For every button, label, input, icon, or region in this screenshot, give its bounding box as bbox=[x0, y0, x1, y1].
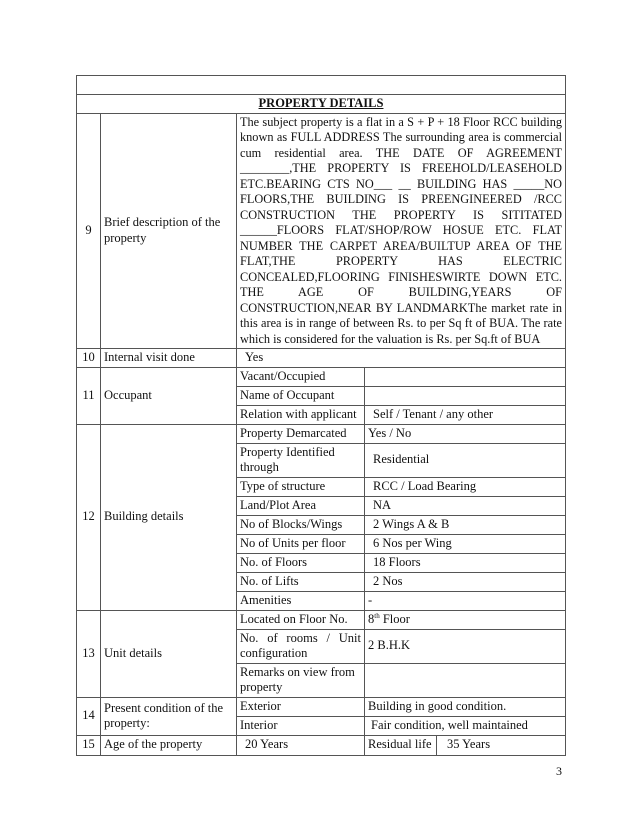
sub-value bbox=[365, 663, 566, 697]
residual-life-value: 35 Years bbox=[436, 736, 490, 755]
row-label: Brief description of the property bbox=[101, 113, 237, 349]
sub-key: Name of Occupant bbox=[237, 387, 365, 406]
row-label: Unit details bbox=[101, 610, 237, 697]
sub-key: Interior bbox=[237, 716, 365, 735]
sub-key: Land/Plot Area bbox=[237, 496, 365, 515]
residual-life-label: Residual life bbox=[368, 737, 432, 752]
row-15 bbox=[77, 735, 566, 755]
sub-key: Exterior bbox=[237, 697, 365, 716]
title-row bbox=[77, 95, 566, 114]
sub-value: 2 Wings A & B bbox=[365, 515, 566, 534]
sub-value: - bbox=[365, 591, 566, 610]
sub-value: Self / Tenant / any other bbox=[365, 406, 566, 425]
sub-key: Remarks on view from property bbox=[237, 663, 365, 697]
row-label: Present condition of the property: bbox=[101, 697, 237, 735]
sub-value bbox=[365, 387, 566, 406]
sub-value: Residential bbox=[365, 443, 566, 477]
row-number: 9 bbox=[77, 113, 101, 349]
row-label: Building details bbox=[101, 424, 237, 610]
row-label: Age of the property bbox=[101, 735, 237, 755]
property-details-table bbox=[76, 75, 566, 756]
row-11 bbox=[77, 368, 566, 387]
sub-value: 2 Nos bbox=[365, 572, 566, 591]
sub-value: 18 Floors bbox=[365, 553, 566, 572]
floor-number: 8 bbox=[368, 611, 375, 626]
sub-key: Amenities bbox=[237, 591, 365, 610]
row-number: 10 bbox=[77, 349, 101, 368]
sub-value: RCC / Load Bearing bbox=[365, 477, 566, 496]
row-number: 11 bbox=[77, 368, 101, 425]
row-13 bbox=[77, 610, 566, 629]
floor-word: Floor bbox=[382, 611, 410, 626]
row-14 bbox=[77, 697, 566, 716]
sub-key: Property Identified through bbox=[237, 443, 365, 477]
sub-key: No. of Floors bbox=[237, 553, 365, 572]
row-9 bbox=[77, 113, 566, 349]
page-number: 3 bbox=[556, 764, 562, 778]
row-number: 15 bbox=[77, 735, 101, 755]
sub-key: Located on Floor No. bbox=[237, 610, 365, 629]
sub-value bbox=[365, 610, 566, 629]
sub-key: Vacant/Occupied bbox=[237, 368, 365, 387]
sub-value: 2 B.H.K bbox=[365, 629, 566, 663]
sub-value: Building in good condition. bbox=[365, 697, 566, 716]
sub-value: Fair condition, well maintained bbox=[365, 716, 566, 735]
row-label: Internal visit done bbox=[101, 349, 237, 368]
sub-key: No. of rooms / Unit configuration bbox=[237, 629, 365, 663]
sub-value bbox=[365, 368, 566, 387]
row-number: 12 bbox=[77, 424, 101, 610]
sub-key: No of Blocks/Wings bbox=[237, 515, 365, 534]
property-description: The subject property is a flat in a S + P + 18 Floor RCC building known as FULL ADDRESS The surrounding area is commercial cum residential area. THE DATE OF AGREEMENT ________,THE PROPERTY IS FREEHOLD/LEASEHOLD ETC.BEARING CTS NO___ __ BUILDING HAS _____NO FLOORS,THE BUILDING IS PREENGINEERED /RCC CONSTRUCTION THE PROPERTY IS SITITATED ______FLOORS FLAT/SHOP/ROW HOSUE ETC. FLAT NUMBER THE CARPET AREA/BUILTUP AREA OF THE FLAT,THE PROPERTY HAS ELECTRIC CONCEALED,FLOORING FINISHESWIRTE DOWN ETC. THE AGE OF BUILDING,YEARS OF CONSTRUCTION,NEAR BY LANDMARKThe market rate in this area is in range of between Rs. to per Sq ft of BUA. The rate which is considered for the valuation is Rs. per Sq.ft of BUA bbox=[237, 113, 566, 349]
sub-value: Yes / No bbox=[365, 424, 566, 443]
row-number: 13 bbox=[77, 610, 101, 697]
age-value: 20 Years bbox=[237, 735, 365, 755]
sub-value: 6 Nos per Wing bbox=[365, 534, 566, 553]
sub-key: No. of Lifts bbox=[237, 572, 365, 591]
sub-key: Type of structure bbox=[237, 477, 365, 496]
row-10 bbox=[77, 349, 566, 368]
page-title: PROPERTY DETAILS bbox=[77, 95, 566, 114]
row-number: 14 bbox=[77, 697, 101, 735]
row-label: Occupant bbox=[101, 368, 237, 425]
internal-visit-value: Yes bbox=[237, 349, 566, 368]
blank-row bbox=[77, 76, 566, 95]
row-12 bbox=[77, 424, 566, 443]
sub-key: Property Demarcated bbox=[237, 424, 365, 443]
sub-key: Relation with applicant bbox=[237, 406, 365, 425]
sub-value: NA bbox=[365, 496, 566, 515]
sub-key: No of Units per floor bbox=[237, 534, 365, 553]
floor-suffix: th bbox=[374, 611, 380, 620]
